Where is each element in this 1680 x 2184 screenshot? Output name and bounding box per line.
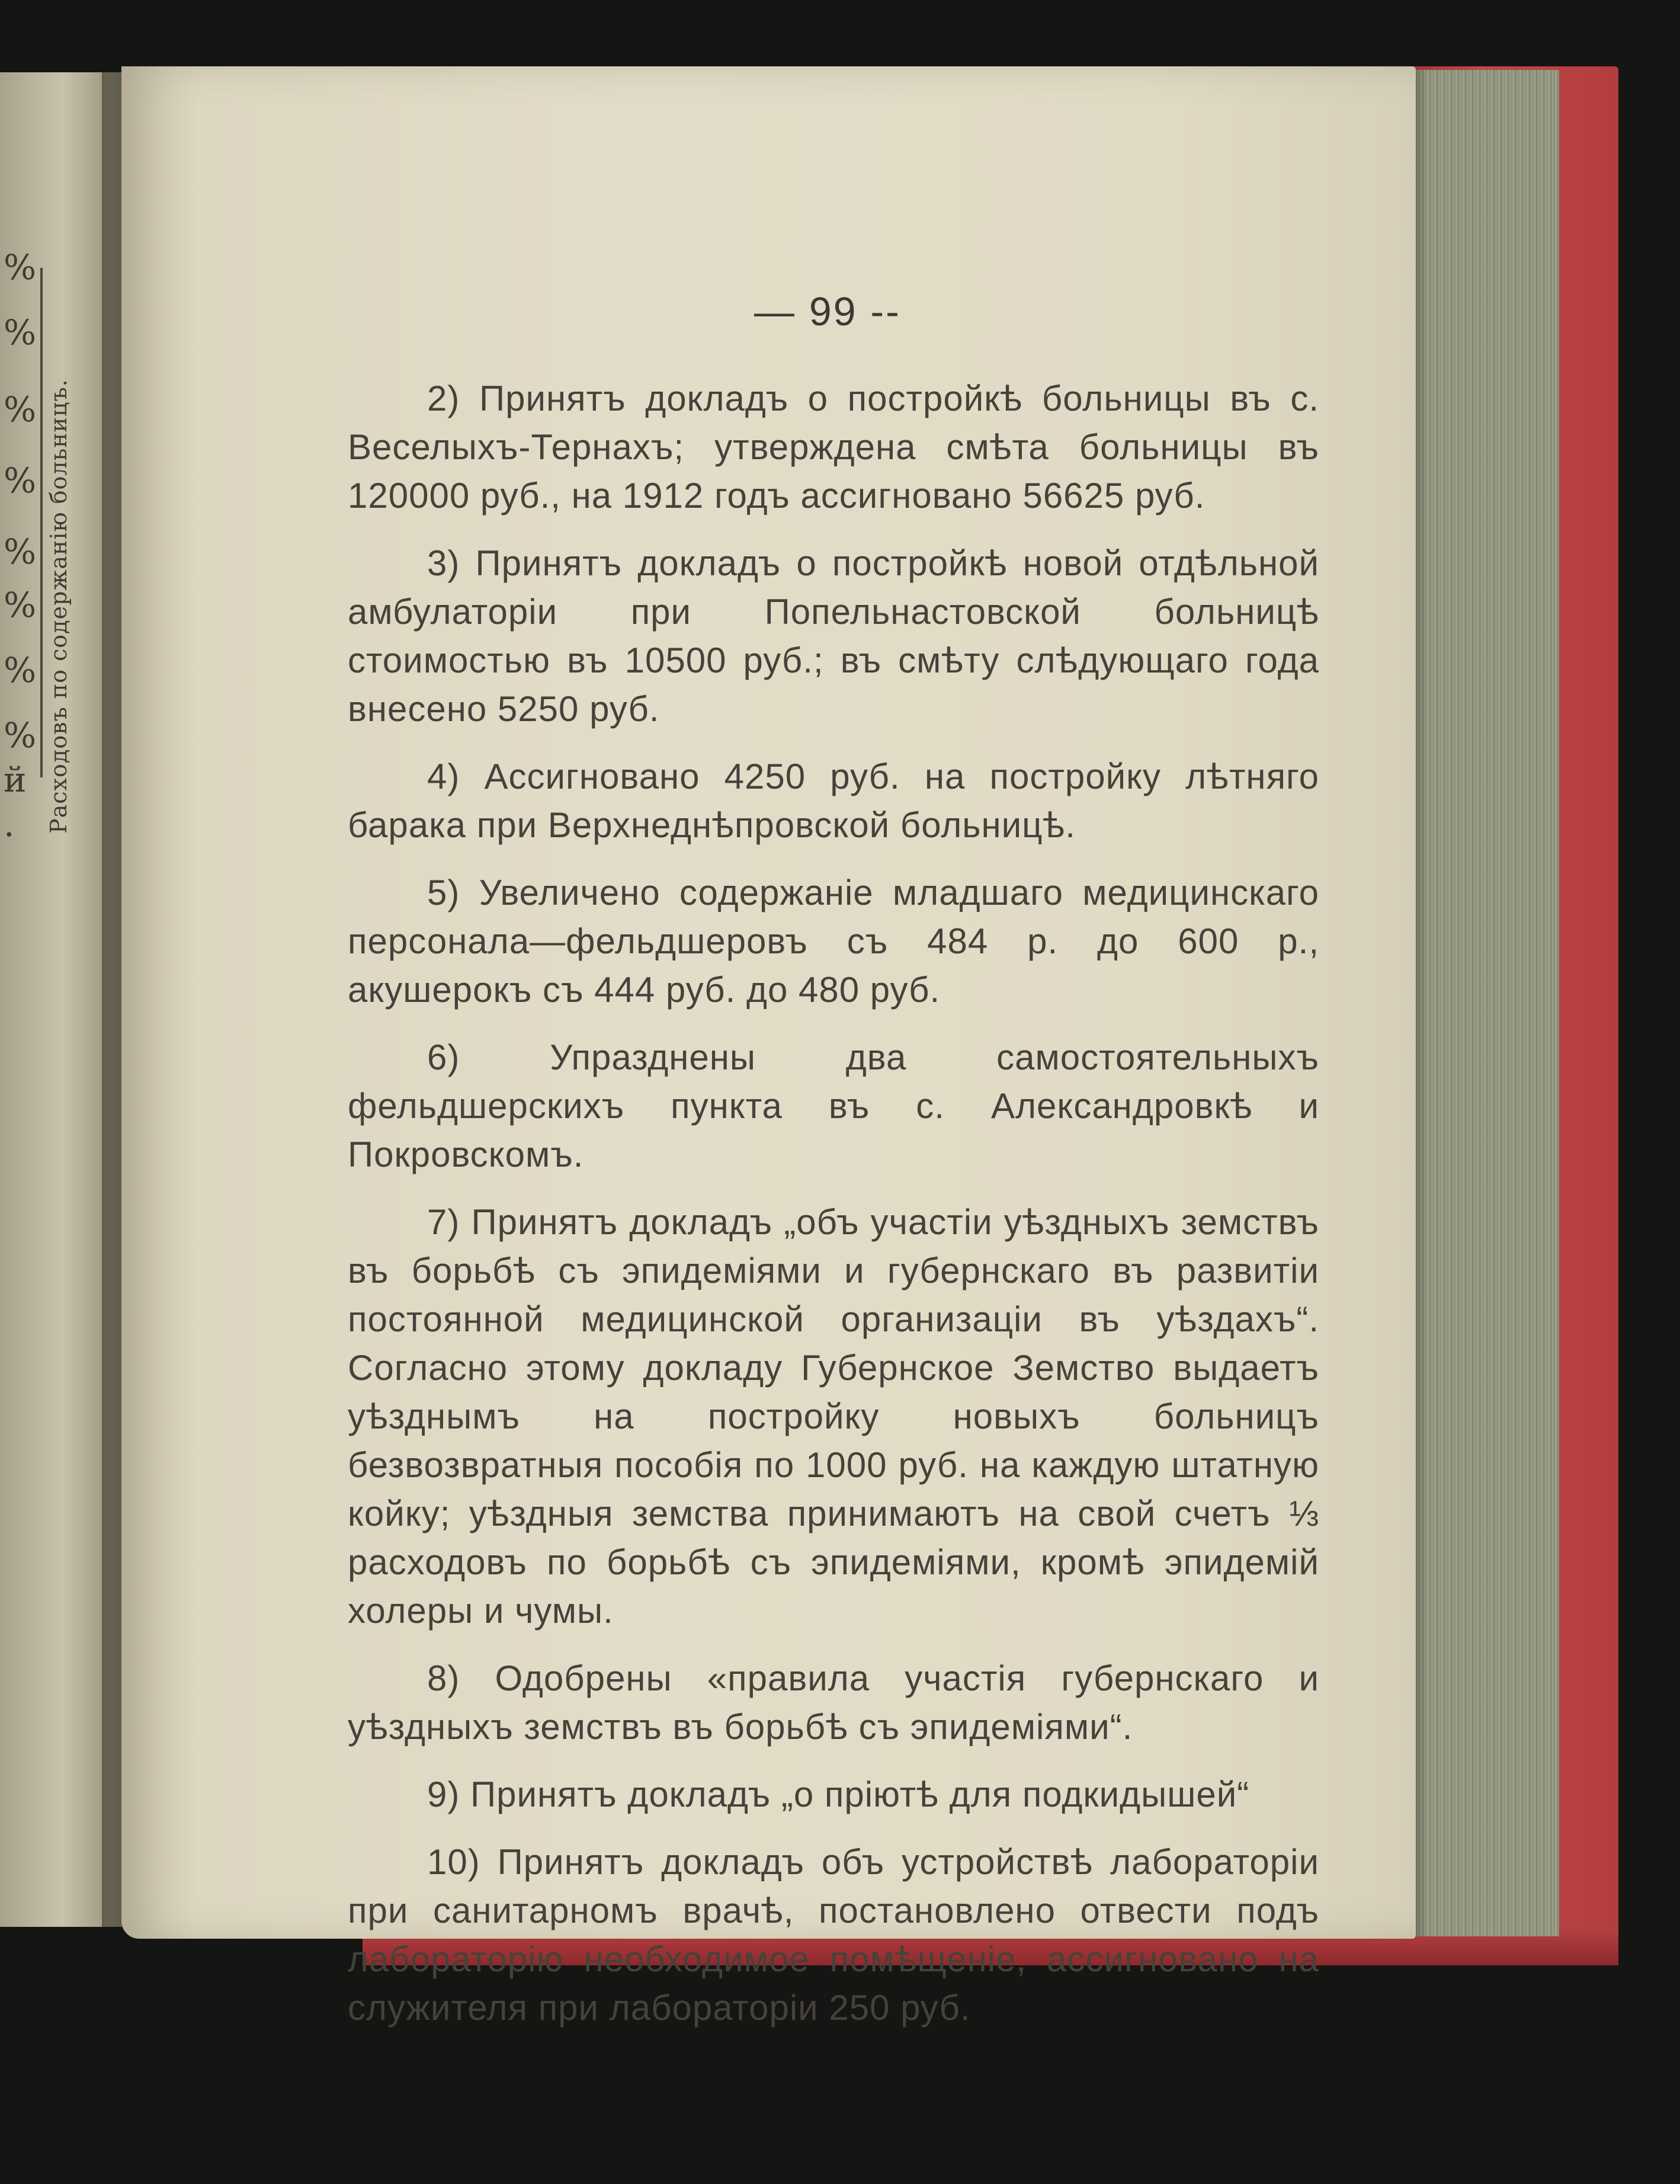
left-page-fraction: % [4,389,37,430]
left-page-fraction: % [4,531,37,572]
paragraph: 2) Принятъ докладъ о постройкѣ больницы въ с. Веселыхъ-Тернахъ; утверждена смѣта больницы въ 120000 руб., на 1912 годъ ассигновано 56625 руб. [348,379,1319,515]
left-page-fraction: % [4,715,37,755]
paragraph: 7) Принятъ докладъ „объ участіи уѣздныхъ земствъ въ борьбѣ съ эпидеміями и губернскаго въ развитіи постоянной медицинской организаціи въ уѣздахъ“. Согласно этому докладу Губернское Земство выдаетъ уѣзднымъ на постройку новыхъ больницъ безвозвратныя пособія по 1000 руб. на каждую штатную койку; уѣздныя земства принимаютъ на свой счетъ ⅓ расходовъ по борьбѣ съ эпидеміями, кромѣ эпидемій холеры и чумы. [348,1202,1319,1631]
page-body [348,374,1319,2051]
paragraph: 5) Увеличено содержаніе младшаго медицинскаго персонала—фельдшеровъ съ 484 р. до 600 р., акушерокъ съ 444 руб. до 480 руб. [348,873,1319,1010]
paragraph: 4) Ассигновано 4250 руб. на постройку лѣтняго барака при Верхнеднѣпровской больницѣ. [348,757,1319,845]
left-page-edge-char: . [4,804,15,844]
paragraph: 8) Одобрены «правила участія губернскаго и уѣздныхъ земствъ въ борьбѣ съ эпидеміями“. [348,1658,1319,1747]
left-page-fraction: % [4,585,37,625]
paragraph: 3) Принятъ докладъ о постройкѣ новой отдѣльной амбулаторіи при Попельнастовской больницѣ стоимостью въ 10500 руб.; въ смѣту слѣдующаго года внесено 5250 руб. [348,543,1319,729]
left-page-fraction: % [4,460,37,501]
paragraph: 9) Принятъ докладъ „о пріютѣ для подкидышей“ [427,1775,1250,1814]
page-number: — 99 -- [754,289,901,334]
left-page-fraction: % [4,650,37,690]
left-page-edge-char: й [4,760,27,800]
left-page-fraction: % [4,247,37,287]
page-block-edge [1412,70,1559,1936]
left-page-fraction: % [4,312,37,353]
left-page-vertical-text: Расходовъ по содержанію больницъ. [46,379,72,834]
paragraph: 6) Упразднены два самостоятельныхъ фельдшерскихъ пункта въ с. Александровкѣ и Покровскомъ. [348,1037,1319,1174]
paragraph: 10) Принятъ докладъ объ устройствѣ лабораторіи при санитарномъ врачѣ, постановлено отвести подъ лабораторію необходимое помѣщеніе, ассигновано на служителя при лабораторіи 250 руб. [348,1842,1319,2028]
book-page [121,66,1416,2028]
